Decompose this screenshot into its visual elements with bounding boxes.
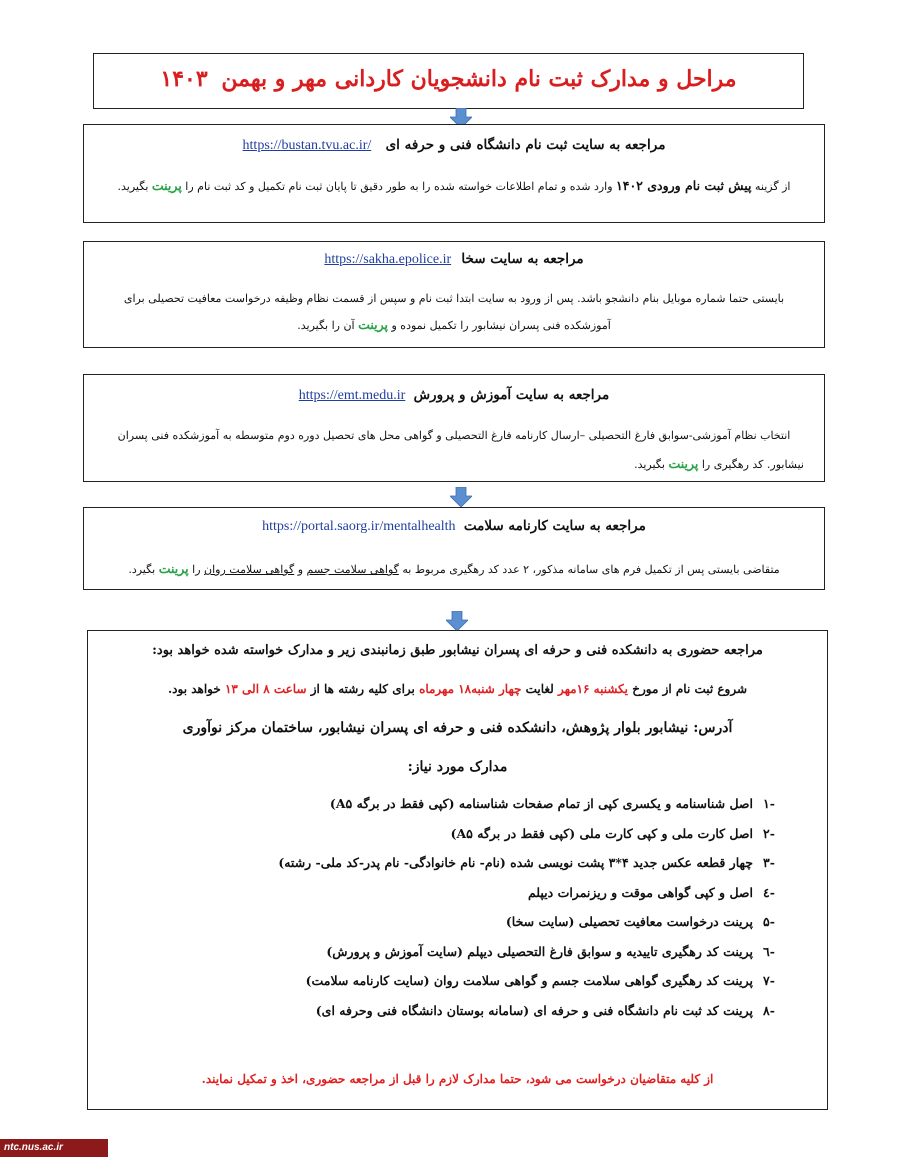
document-item [127,973,787,1003]
step-saorg-heading [84,518,824,535]
desc-text: نیشابور. کد رهگیری را [701,458,804,471]
schedule-time: ساعت ۸ الی ۱۳ [224,682,307,696]
document-text: اصل شناسنامه و یکسری کپی از تمام صفحات شناسنامه (کپی فقط در برگه A۵) [329,796,753,811]
step-sakha-box [83,241,825,348]
desc-text: و [297,563,304,576]
step-bustan-box [83,124,825,223]
document-text: چهار قطعه عکس جدید ۴*۳ پشت نویسی شده (نام- نام خانوادگی- نام پدر-کد ملی- رشته) [278,855,753,870]
print-word: پرینت [358,317,388,332]
schedule-line [88,682,827,696]
schedule-text: خواهد بود. [167,682,221,696]
document-item [127,855,787,885]
document-item [127,1003,787,1033]
document-text: پرینت کد رهگیری تاییدیه و سوابق فارغ التحصیلی دیپلم (سایت آموزش و پرورش) [326,943,753,959]
watermark: ntc.nus.ac.ir [0,1139,108,1157]
desc-text: از گزینه [755,180,791,193]
schedule-text: لغایت [525,682,554,696]
step-saorg-box [83,507,825,590]
step-medu-desc-1: انتخاب نظام آموزشی-سوابق فارغ التحصیلی –ارسال کارنامه فارغ التحصیلی و گواهی محل های تحصیل دوره دوم متوسطه به آموزشکده فنی پسران [117,429,791,442]
desc-bold: پیش ثبت نام ورودی ۱۴۰۲ [616,178,752,193]
document-number: -۱ [763,796,775,811]
step-sakha-title: مراجعه به سایت سخا [461,251,584,267]
bustan-link[interactable]: https://bustan.tvu.ac.ir/ [242,138,372,153]
document-text: اصل و کپی گواهی موقت و ریزنمرات دیپلم [527,884,753,900]
print-word: پرینت [668,456,699,471]
step-medu-title: مراجعه به سایت آموزش و پرورش [413,387,610,403]
address-line: آدرس: نیشابور بلوار پژوهش، دانشکده فنی و حرفه ای پسران نیشابور، ساختمان مرکز نوآوری [182,720,733,736]
title-box [93,53,804,109]
document-text: اصل کارت ملی و کپی کارت ملی (کپی فقط در برگه A۵) [450,825,753,841]
document-item [127,914,787,944]
document-item [127,885,787,915]
desc-underlined: گواهی سلامت روان [204,563,295,576]
in-person-heading: مراجعه حضوری به دانشکده فنی و حرفه ای پسران نیشابور طبق زمانبندی زیر و مدارک خواسته شده خواهد بود: [152,643,763,658]
desc-text: متقاضی بایستی پس از تکمیل فرم های سامانه مذکور، ۲ عدد کد رهگیری مربوط به [402,563,780,576]
page-title [94,66,803,92]
document-text: پرینت درخواست معافیت تحصیلی (سایت سخا) [505,914,753,929]
step-bustan-title: مراجعه به سایت ثبت نام دانشگاه فنی و حرفه ای [385,137,666,153]
desc-underlined: گواهی سلامت جسم [306,563,399,576]
document-item [127,944,787,974]
documents-list [127,796,787,1032]
sakha-link[interactable]: https://sakha.epolice.ir [324,252,452,267]
document-number: -۲ [763,825,775,841]
desc-text: بگیرید. [634,458,665,471]
document-text: پرینت کد رهگیری گواهی سلامت جسم و گواهی سلامت روان (سایت کارنامه سلامت) [305,973,753,988]
docs-title: مدارک مورد نیاز: [407,759,508,775]
schedule-date: چهار شنبه۱۸ مهرماه [419,682,522,696]
notice-line: از کلیه متقاضیان درخواست می شود، حتما مدارک لازم را قبل از مراجعه حضوری، اخذ و تمکیل نمایند. [201,1072,714,1086]
step-bustan-heading [84,137,824,154]
desc-text: بگیرید. [117,180,149,193]
down-arrow-icon [450,487,472,507]
print-word: پرینت [158,561,189,576]
desc-text: آن را بگیرید. [297,319,355,332]
desc-text: وارد شده و تمام اطلاعات خواسته شده را به طور دقیق تا پایان ثبت نام تکمیل و کد ثبت نام را [185,180,613,193]
step-bustan-desc [84,178,824,193]
step-saorg-title: مراجعه به سایت کارنامه سلامت [463,518,646,534]
desc-text: آموزشکده فنی پسران نیشابور را تکمیل نموده و [391,319,611,332]
document-item [127,826,787,856]
desc-text: بگیرد. [128,563,156,576]
title-text: مراحل و مدارک ثبت نام دانشجویان کاردانی مهر و بهمن [221,66,737,92]
document-number: -۳ [763,855,775,870]
document-number: -۷ [763,973,775,988]
in-person-box [87,630,828,1110]
schedule-date: یکشنبه ۱۶مهر [558,682,629,696]
print-word: پرینت [151,178,182,193]
step-sakha-desc-1: بایستی حتما شماره موبایل بنام دانشجو باشد. پس از ورود به سایت ابتدا ثبت نام و سپس از قسمت نظام وظیفه درخواست معافیت تحصیلی برای [123,292,785,305]
step-medu-heading [84,387,824,404]
step-sakha-desc-2 [84,317,824,332]
step-sakha-heading [84,251,824,268]
title-year: ۱۴۰۳ [160,66,208,92]
schedule-text: شروع ثبت نام از مورخ [632,682,748,696]
step-medu-box [83,374,825,482]
document-number: -٤ [763,884,775,900]
schedule-text: برای کلیه رشته ها از [310,682,415,696]
document-number: -٦ [763,943,775,959]
medu-link[interactable]: https://emt.medu.ir [298,388,406,403]
document-number: -۵ [763,914,775,929]
document-item [127,796,787,826]
document-text: پرینت کد ثبت نام دانشگاه فنی و حرفه ای (سامانه بوستان دانشگاه فنی وحرفه ای) [315,1002,753,1018]
down-arrow-icon [446,611,468,631]
desc-text: را [192,563,201,576]
step-medu-desc-2 [424,456,804,471]
saorg-link[interactable]: https://portal.saorg.ir/mentalhealth [262,519,456,534]
step-saorg-desc [84,561,824,576]
document-number: -۸ [763,1002,775,1018]
